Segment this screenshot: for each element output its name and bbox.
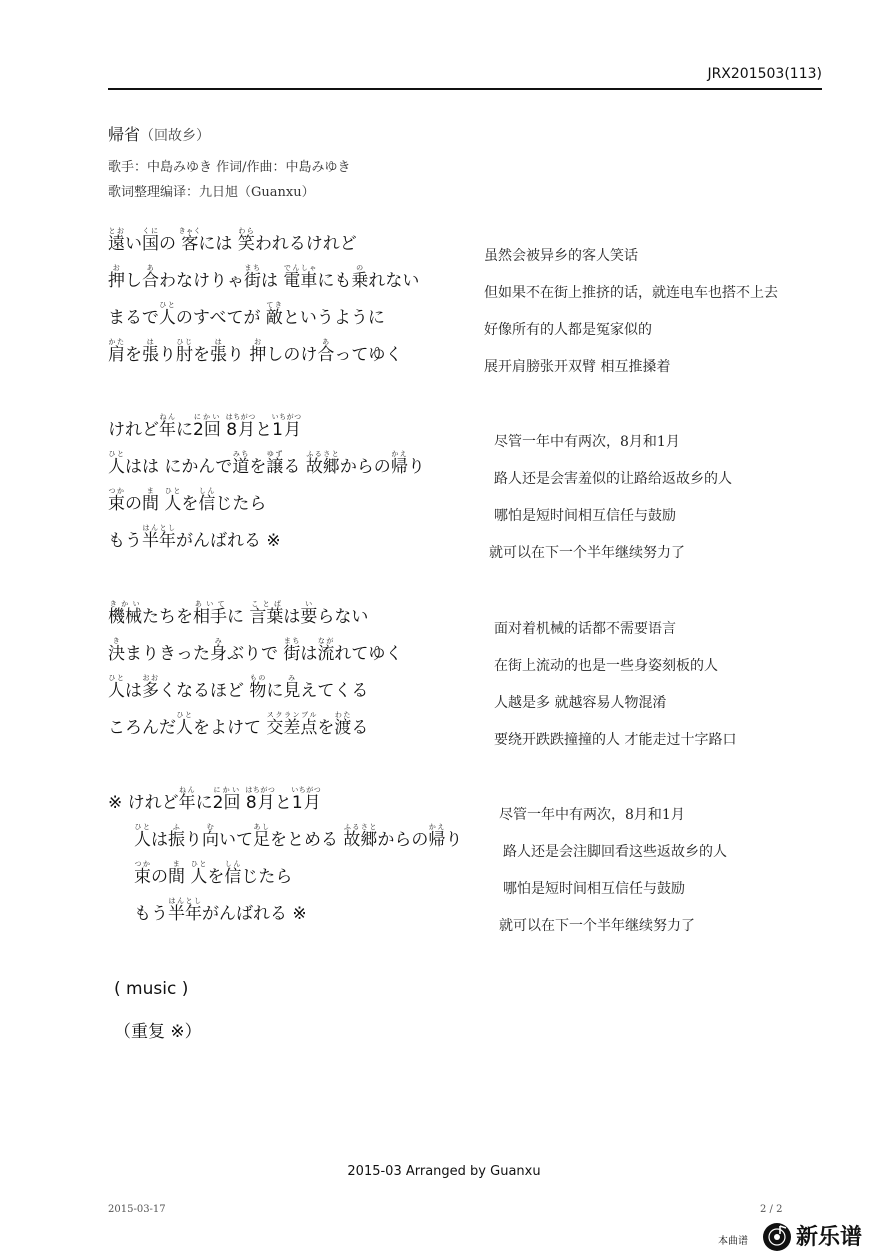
furigana: はんとし — [168, 897, 202, 905]
furigana: はちがつ — [245, 786, 276, 794]
ruby-word: 渡わた — [334, 711, 352, 738]
furigana: い — [300, 600, 318, 608]
furigana: つか — [108, 487, 125, 495]
lyric-line-translation: 哪怕是短时间相互信任与鼓励 — [494, 508, 676, 524]
ruby-word: 8月はちがつ — [225, 413, 256, 440]
lyric-text: の — [159, 234, 182, 254]
lyric-text: に — [195, 793, 213, 813]
lyric-text: がんばれる ※ — [176, 531, 281, 551]
ruby-word: 帰かえ — [428, 823, 446, 850]
ruby-word: 要い — [300, 600, 318, 627]
ruby-word: 人ひと — [134, 823, 151, 850]
watermark-caption: 本曲谱 — [718, 1236, 748, 1247]
ruby-word: 信しん — [198, 487, 216, 514]
lyric-line-jp — [108, 413, 302, 440]
repeat-note: （重复 ※） — [114, 1022, 202, 1042]
ruby-word: 束つか — [134, 860, 151, 887]
lyric-text: は — [261, 271, 284, 291]
ruby-word: 相手あいて — [193, 600, 227, 627]
furigana: スクランブル — [266, 711, 318, 719]
lyric-line-jp — [108, 711, 368, 738]
ruby-word: 人ひと — [108, 450, 125, 477]
lyric-line-jp — [108, 487, 266, 514]
lyric-line-translation: 就可以在下一个半年继续努力了 — [489, 545, 685, 561]
ruby-word: 人ひと — [190, 860, 208, 887]
ruby-word: 多おお — [142, 674, 159, 701]
furigana: あ — [142, 264, 159, 272]
lyric-text: まりきった — [125, 644, 210, 664]
lyric-line-jp — [108, 338, 402, 365]
furigana: ふるさと — [343, 823, 378, 831]
lyric-text: わなけりゃ — [159, 271, 244, 291]
lyric-text: は — [125, 681, 142, 701]
furigana: わら — [237, 227, 255, 235]
ruby-word: 人ひと — [164, 487, 182, 514]
lyric-text: を — [249, 457, 267, 477]
translator-credit: 歌词整理编译：九日旭（Guanxu） — [108, 185, 315, 200]
lyric-text: いて — [219, 830, 253, 850]
lyric-text: に — [227, 607, 250, 627]
ruby-word: 向む — [202, 823, 219, 850]
ruby-word: 年ねん — [178, 786, 196, 813]
lyric-text: し — [125, 271, 142, 291]
furigana: かた — [108, 338, 125, 346]
lyric-text: はは にかんで — [125, 457, 233, 477]
watermark-logo-text: 新乐谱 — [796, 1225, 863, 1250]
ruby-word: 電車でんしゃ — [283, 264, 318, 291]
lyric-text: を — [181, 494, 199, 514]
lyric-text: に — [176, 420, 193, 440]
lyric-text: たちを — [142, 607, 193, 627]
ruby-word: 合あ — [317, 338, 335, 365]
ruby-word: 国くに — [142, 227, 159, 254]
lyric-text: にも — [317, 271, 352, 291]
lyric-line-jp — [108, 637, 402, 664]
ruby-word: 1月いちがつ — [271, 413, 302, 440]
furigana: ことば — [249, 600, 284, 608]
lyric-line-translation: 但如果不在街上推挤的话，就连电车也搭不上去 — [484, 285, 778, 301]
ruby-word: 見み — [283, 674, 301, 701]
lyric-text: り — [445, 830, 463, 850]
lyric-text: からの — [339, 457, 391, 477]
song-title — [108, 122, 210, 145]
ruby-word: 交差点スクランブル — [266, 711, 318, 738]
ruby-word: 言葉ことば — [249, 600, 284, 627]
lyric-text: れてゆく — [334, 644, 403, 664]
furigana: でんしゃ — [283, 264, 318, 272]
furigana: にかい — [193, 413, 221, 421]
lyric-line-translation: 要绕开跌跌撞撞的人 才能走过十字路口 — [494, 732, 737, 748]
furigana: わた — [334, 711, 352, 719]
furigana: ひと — [164, 487, 182, 495]
lyric-line-translation: 面对着机械的话都不需要语言 — [494, 621, 676, 637]
singer-credit: 歌手：中島みゆき 作词/作曲：中島みゆき — [108, 160, 351, 175]
furigana: しん — [198, 487, 216, 495]
ruby-word: 帰かえ — [390, 450, 408, 477]
ruby-word: 客きゃく — [178, 227, 202, 254]
furigana: は — [142, 338, 159, 346]
furigana: ひじ — [176, 338, 193, 346]
lyric-text: しのけ — [266, 345, 318, 365]
furigana: お — [249, 338, 267, 346]
furigana: ひと — [158, 301, 176, 309]
music-disc-icon — [762, 1222, 792, 1252]
lyric-line-jp — [108, 674, 368, 701]
furigana: は — [210, 338, 227, 346]
furigana: あいて — [193, 600, 227, 608]
furigana: ねん — [178, 786, 196, 794]
furigana: もの — [249, 674, 267, 682]
furigana: はんとし — [142, 524, 176, 532]
furigana: まち — [244, 264, 261, 272]
furigana: かえ — [428, 823, 446, 831]
lyric-line-jp — [108, 600, 368, 627]
lyric-text: に — [266, 681, 284, 701]
lyric-line-jp — [108, 450, 425, 477]
furigana: なが — [317, 637, 335, 645]
ruby-word: 人ひと — [158, 301, 176, 328]
lyric-line-jp — [108, 301, 385, 328]
music-note: ( music ) — [114, 979, 189, 999]
furigana: まち — [283, 637, 301, 645]
lyric-line-translation: 在街上流动的也是一些身姿刻板的人 — [494, 658, 718, 674]
lyric-line-jp — [108, 524, 281, 551]
ruby-word: 2回にかい — [212, 786, 241, 813]
furigana: かえ — [390, 450, 408, 458]
lyric-text: の — [125, 494, 142, 514]
lyric-text: のすべてが — [175, 308, 266, 328]
furigana: きかい — [108, 600, 142, 608]
lyric-text: の — [151, 867, 168, 887]
ruby-word: 人ひと — [108, 674, 125, 701]
song-title-translation: （回故乡） — [140, 128, 211, 144]
lyric-text: り — [159, 345, 176, 365]
ruby-word: 年ねん — [159, 413, 176, 440]
lyric-text: を — [317, 718, 335, 738]
ruby-word: 1月いちがつ — [291, 786, 322, 813]
furigana: ま — [142, 487, 159, 495]
lyric-text: えてくる — [300, 681, 369, 701]
lyric-text: をよけて — [193, 718, 267, 738]
lyric-line-jp — [108, 264, 419, 291]
lyric-text: と — [274, 793, 292, 813]
ruby-word: 譲ゆず — [266, 450, 284, 477]
furigana: お — [108, 264, 125, 272]
ruby-word: 間ま — [168, 860, 185, 887]
lyric-text: を — [125, 345, 142, 365]
lyric-line-translation: 好像所有的人都是冤家似的 — [484, 322, 652, 338]
lyric-text: をとめる — [270, 830, 344, 850]
furigana: ひと — [176, 711, 193, 719]
furigana: いちがつ — [291, 786, 322, 794]
ruby-word: 道みち — [232, 450, 250, 477]
lyric-text: は — [151, 830, 168, 850]
ruby-word: 乗の — [351, 264, 369, 291]
lyric-text: と — [255, 420, 273, 440]
header-rule — [108, 88, 822, 90]
ruby-word: 街まち — [244, 264, 261, 291]
furigana: みち — [232, 450, 250, 458]
furigana: ふ — [168, 823, 185, 831]
furigana: とお — [108, 227, 125, 235]
lyric-text: じたら — [215, 494, 267, 514]
ruby-word: 合あ — [142, 264, 159, 291]
lyric-text: ってゆく — [334, 345, 403, 365]
furigana: あ — [317, 338, 335, 346]
document-id: JRX201503(113) — [707, 66, 822, 82]
lyric-text: というように — [282, 308, 385, 328]
furigana: ねん — [159, 413, 176, 421]
ruby-word: 半年はんとし — [168, 897, 202, 924]
furigana: ひと — [108, 674, 125, 682]
ruby-word: 8月はちがつ — [245, 786, 276, 813]
furigana: ゆず — [266, 450, 284, 458]
furigana: ひと — [108, 450, 125, 458]
furigana: にかい — [212, 786, 241, 794]
ruby-word: 遠とお — [108, 227, 125, 254]
furigana: あし — [253, 823, 270, 831]
ruby-word: 敵てき — [265, 301, 283, 328]
lyric-text: もう — [108, 531, 142, 551]
ruby-word: 2回にかい — [193, 413, 221, 440]
ruby-word: 振ふ — [168, 823, 185, 850]
lyric-text: る — [351, 718, 369, 738]
lyric-text: がんばれる ※ — [202, 904, 307, 924]
ruby-word: 決き — [108, 637, 125, 664]
furigana: はちがつ — [225, 413, 256, 421]
lyric-line-translation: 展开肩膀张开双臂 相互推搡着 — [484, 359, 671, 375]
ruby-word: 人ひと — [176, 711, 193, 738]
ruby-word: 半年はんとし — [142, 524, 176, 551]
lyric-line-jp — [108, 227, 357, 254]
lyric-text: ぶりで — [227, 644, 284, 664]
lyric-line-jp — [108, 786, 321, 813]
ruby-word: 機械きかい — [108, 600, 142, 627]
lyric-text: じたら — [241, 867, 293, 887]
furigana: み — [210, 637, 227, 645]
furigana: の — [351, 264, 369, 272]
ruby-word: 流なが — [317, 637, 335, 664]
ruby-word: 信しん — [224, 860, 242, 887]
ruby-word: 故郷ふるさと — [343, 823, 378, 850]
lyric-text: を — [207, 867, 225, 887]
lyric-text: らない — [317, 607, 369, 627]
ruby-word: 間ま — [142, 487, 159, 514]
lyric-text: を — [193, 345, 210, 365]
lyric-line-jp — [134, 860, 292, 887]
lyric-text: は — [283, 607, 301, 627]
ruby-word: 故郷ふるさと — [305, 450, 340, 477]
ruby-word: 押お — [249, 338, 267, 365]
ruby-word: 束つか — [108, 487, 125, 514]
lyric-line-jp — [134, 823, 462, 850]
lyric-text: われるけれど — [254, 234, 357, 254]
ruby-word: 街まち — [283, 637, 301, 664]
lyric-line-jp — [134, 897, 307, 924]
ruby-word: 笑わら — [237, 227, 255, 254]
lyric-line-translation: 虽然会被异乡的客人笑话 — [484, 248, 638, 264]
furigana: む — [202, 823, 219, 831]
lyric-line-translation: 尽管一年中有两次，8月和1月 — [499, 807, 685, 823]
ruby-word: 物もの — [249, 674, 267, 701]
furigana: ひと — [190, 860, 208, 868]
furigana: み — [283, 674, 301, 682]
lyric-text: くなるほど — [159, 681, 250, 701]
ruby-word: 張は — [210, 338, 227, 365]
lyric-text: けれど — [108, 420, 159, 440]
furigana: ふるさと — [305, 450, 340, 458]
footer-credit: 2015-03 Arranged by Guanxu — [347, 1164, 541, 1179]
lyric-line-translation: 就可以在下一个半年继续努力了 — [499, 918, 695, 934]
lyric-text: には — [198, 234, 238, 254]
lyric-text: り — [407, 457, 425, 477]
furigana: いちがつ — [271, 413, 302, 421]
lyric-line-translation: 尽管一年中有两次，8月和1月 — [494, 434, 680, 450]
ruby-word: 肩かた — [108, 338, 125, 365]
ruby-word: 肘ひじ — [176, 338, 193, 365]
page-number: 2 / 2 — [760, 1204, 783, 1215]
ruby-word: 身み — [210, 637, 227, 664]
furigana: しん — [224, 860, 242, 868]
lyric-text: まるで — [108, 308, 159, 328]
furigana: き — [108, 637, 125, 645]
song-title-text: 帰省 — [108, 125, 141, 144]
ruby-word: 足あし — [253, 823, 270, 850]
lyric-text: る — [283, 457, 306, 477]
lyric-line-translation: 哪怕是短时间相互信任与鼓励 — [503, 881, 685, 897]
furigana: おお — [142, 674, 159, 682]
furigana: くに — [142, 227, 159, 235]
footer-date: 2015-03-17 — [108, 1204, 166, 1215]
furigana: てき — [265, 301, 283, 309]
lyric-line-translation: 路人还是会害羞似的让路给返故乡的人 — [494, 471, 732, 487]
furigana: ま — [168, 860, 185, 868]
furigana: きゃく — [178, 227, 202, 235]
lyric-text: からの — [377, 830, 429, 850]
ruby-word: 押お — [108, 264, 125, 291]
lyric-text: もう — [134, 904, 168, 924]
furigana: ひと — [134, 823, 151, 831]
lyric-line-translation: 路人还是会注脚回看这些返故乡的人 — [503, 844, 727, 860]
lyric-text: り — [227, 345, 250, 365]
lyric-text: ころんだ — [108, 718, 176, 738]
ruby-word: 張は — [142, 338, 159, 365]
lyric-text: は — [300, 644, 318, 664]
lyric-text: い — [125, 234, 142, 254]
furigana: つか — [134, 860, 151, 868]
lyric-line-translation: 人越是多 就越容易人物混淆 — [494, 695, 667, 711]
lyric-text: ※ けれど — [108, 793, 179, 813]
lyric-text: れない — [368, 271, 420, 291]
lyric-text: り — [185, 830, 202, 850]
